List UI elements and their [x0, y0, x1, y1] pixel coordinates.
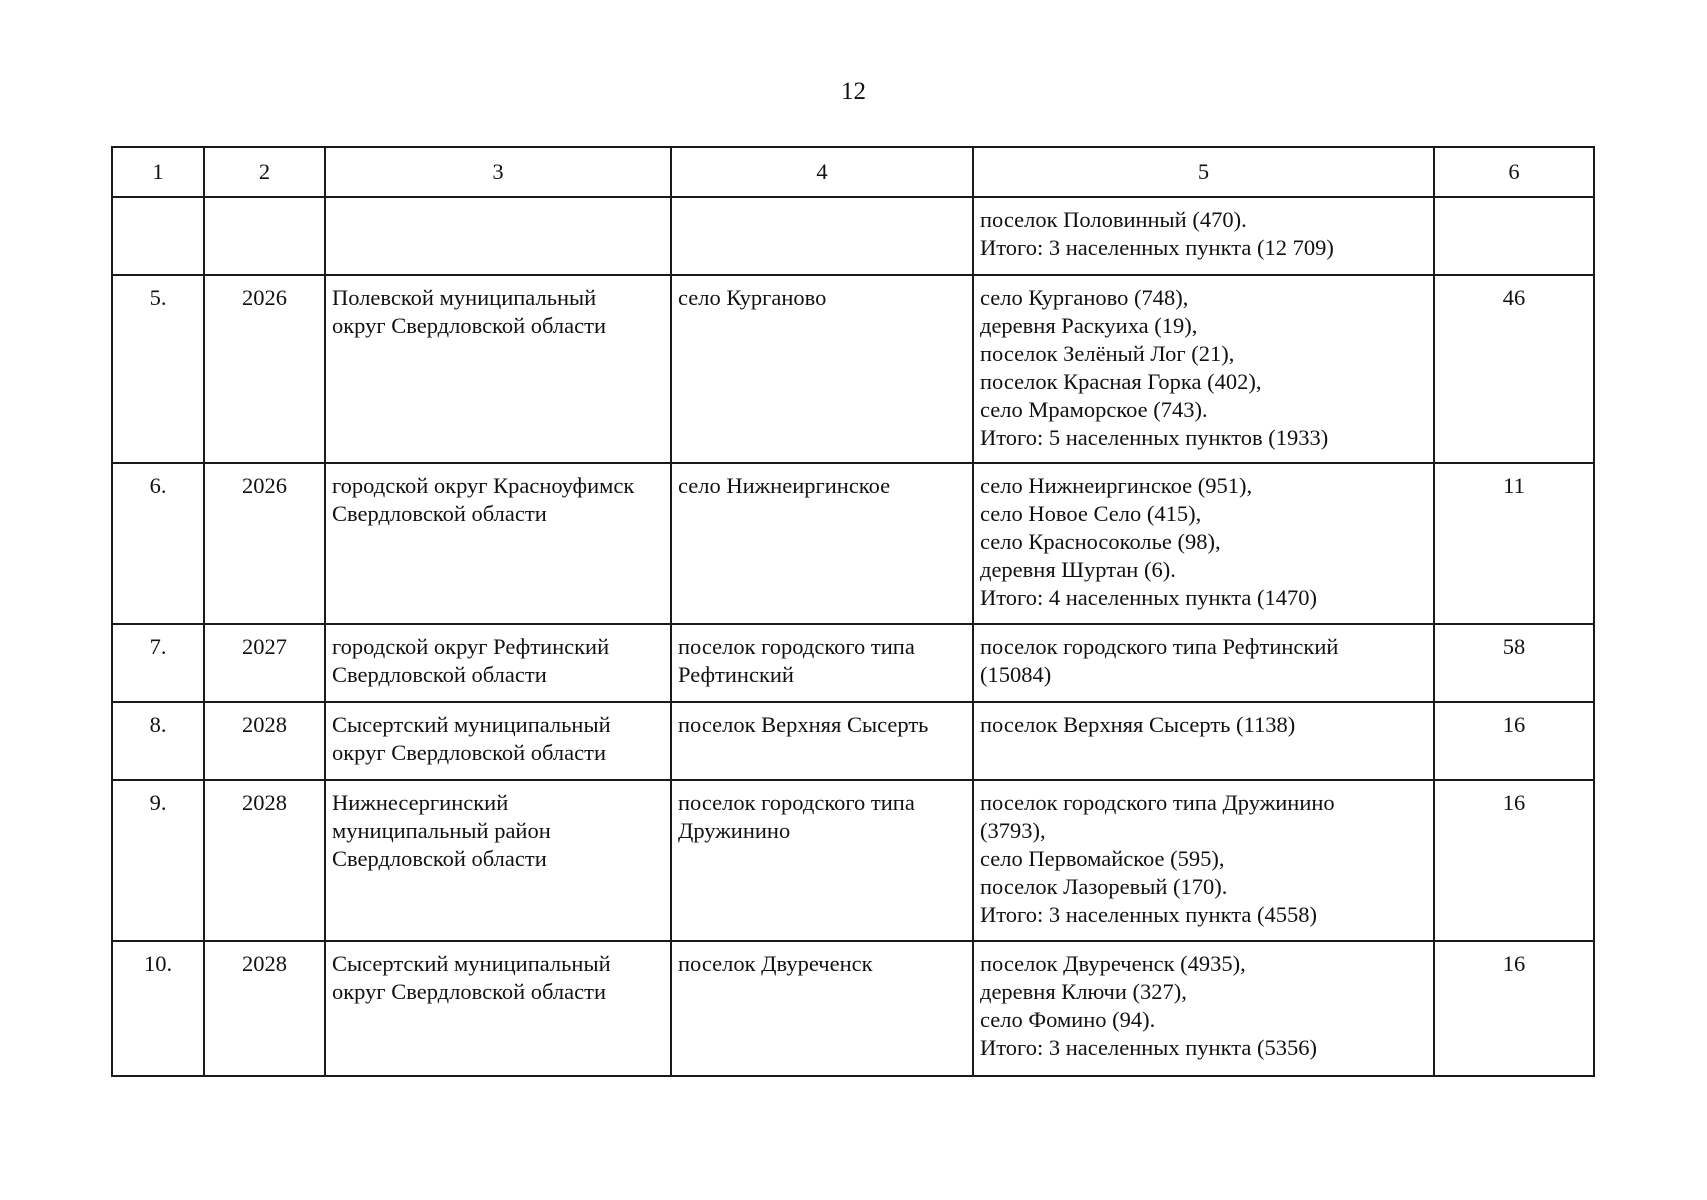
- cell-line: поселок Красная Горка (402),: [980, 369, 1262, 394]
- cell-line: округ Свердловской области: [332, 740, 606, 765]
- cell-col-4: [671, 780, 973, 941]
- cell-col-4: [671, 624, 973, 702]
- cell-line: деревня Шуртан (6).: [980, 557, 1176, 582]
- settlements-table: [111, 146, 1595, 1077]
- table-row: [112, 780, 1594, 941]
- cell-line: Нижнесергинский: [332, 790, 509, 815]
- cell-col-2: 2026: [204, 463, 325, 624]
- cell-col-4: [671, 702, 973, 780]
- cell-line: село Мраморское (743).: [980, 397, 1208, 422]
- table-row: [112, 624, 1594, 702]
- cell-col-1: 6.: [112, 463, 204, 624]
- cell-col-6: 16: [1434, 780, 1594, 941]
- cell-col-3: [325, 941, 671, 1076]
- cell-col-5: [973, 624, 1434, 702]
- cell-col-3: [325, 702, 671, 780]
- cell-col-4: [671, 463, 973, 624]
- cell-line: округ Свердловской области: [332, 313, 606, 338]
- cell-line: поселок Зелёный Лог (21),: [980, 341, 1235, 366]
- cell-col-5: [973, 941, 1434, 1076]
- cell-line: Итого: 4 населенных пункта (1470): [980, 585, 1317, 610]
- table-row: [112, 463, 1594, 624]
- cell-col-5: [973, 702, 1434, 780]
- cell-col-5: [973, 197, 1434, 275]
- cell-line: Сысертский муниципальный: [332, 712, 611, 737]
- cell-line: городской округ Рефтинский: [332, 634, 610, 659]
- cell-line: Дружинино: [678, 818, 791, 843]
- cell-line: муниципальный район: [332, 818, 551, 843]
- cell-col-5: [973, 463, 1434, 624]
- cell-line: поселок городского типа Рефтинский: [980, 634, 1339, 659]
- header-row: [112, 147, 1594, 197]
- cell-line: село Курганово: [678, 285, 827, 310]
- cell-col-5: [973, 275, 1434, 463]
- cell-line: Итого: 3 населенных пункта (12 709): [980, 235, 1334, 260]
- header-cell-5: 5: [973, 147, 1434, 197]
- table-row: [112, 275, 1594, 463]
- cell-col-1: 7.: [112, 624, 204, 702]
- cell-col-1: [112, 197, 204, 275]
- cell-line: Итого: 3 населенных пункта (4558): [980, 902, 1317, 927]
- cell-line: село Фомино (94).: [980, 1007, 1156, 1032]
- cell-line: Свердловской области: [332, 501, 547, 526]
- cell-line: село Красносоколье (98),: [980, 529, 1221, 554]
- cell-line: село Нижнеиргинское (951),: [980, 473, 1253, 498]
- cell-line: (3793),: [980, 818, 1046, 843]
- cell-line: поселок Верхняя Сысерть: [678, 712, 929, 737]
- cell-line: поселок городского типа: [678, 790, 915, 815]
- table-row: [112, 197, 1594, 275]
- cell-col-3: [325, 780, 671, 941]
- cell-line: округ Свердловской области: [332, 979, 606, 1004]
- cell-line: (15084): [980, 662, 1052, 687]
- cell-line: Итого: 3 населенных пункта (5356): [980, 1035, 1317, 1060]
- cell-line: село Новое Село (415),: [980, 501, 1202, 526]
- cell-col-1: 10.: [112, 941, 204, 1076]
- cell-line: Сысертский муниципальный: [332, 951, 611, 976]
- cell-col-2: 2028: [204, 702, 325, 780]
- cell-line: Рефтинский: [678, 662, 794, 687]
- table-row: [112, 941, 1594, 1076]
- cell-col-4: [671, 941, 973, 1076]
- cell-col-2: 2028: [204, 780, 325, 941]
- cell-col-3: [325, 275, 671, 463]
- cell-col-3: [325, 197, 671, 275]
- cell-line: деревня Раскуиха (19),: [980, 313, 1198, 338]
- cell-col-1: 5.: [112, 275, 204, 463]
- cell-line: село Нижнеиргинское: [678, 473, 891, 498]
- cell-line: село Курганово (748),: [980, 285, 1189, 310]
- cell-line: поселок Двуреченск: [678, 951, 873, 976]
- page-number: 12: [841, 78, 866, 105]
- header-cell-6: 6: [1434, 147, 1594, 197]
- cell-col-4: [671, 275, 973, 463]
- cell-col-2: 2027: [204, 624, 325, 702]
- cell-col-6: 46: [1434, 275, 1594, 463]
- cell-col-3: [325, 463, 671, 624]
- cell-col-4: [671, 197, 973, 275]
- header-cell-2: 2: [204, 147, 325, 197]
- cell-line: Полевской муниципальный: [332, 285, 597, 310]
- header-cell-4: 4: [671, 147, 973, 197]
- cell-line: поселок Половинный (470).: [980, 207, 1247, 232]
- cell-col-6: [1434, 197, 1594, 275]
- cell-line: деревня Ключи (327),: [980, 979, 1187, 1004]
- cell-line: Итого: 5 населенных пунктов (1933): [980, 425, 1329, 450]
- cell-col-2: 2026: [204, 275, 325, 463]
- cell-col-2: 2028: [204, 941, 325, 1076]
- cell-col-6: 58: [1434, 624, 1594, 702]
- cell-col-5: [973, 780, 1434, 941]
- cell-line: поселок городского типа Дружинино: [980, 790, 1335, 815]
- header-cell-1: 1: [112, 147, 204, 197]
- cell-col-1: 9.: [112, 780, 204, 941]
- header-cell-3: 3: [325, 147, 671, 197]
- cell-line: село Первомайское (595),: [980, 846, 1225, 871]
- cell-line: Свердловской области: [332, 662, 547, 687]
- cell-line: поселок Двуреченск (4935),: [980, 951, 1246, 976]
- cell-col-2: [204, 197, 325, 275]
- cell-line: поселок городского типа: [678, 634, 915, 659]
- cell-line: поселок Верхняя Сысерть (1138): [980, 712, 1296, 737]
- cell-col-3: [325, 624, 671, 702]
- cell-line: Свердловской области: [332, 846, 547, 871]
- cell-line: городской округ Красноуфимск: [332, 473, 635, 498]
- cell-col-1: 8.: [112, 702, 204, 780]
- cell-line: поселок Лазоревый (170).: [980, 874, 1228, 899]
- table-row: [112, 702, 1594, 780]
- cell-col-6: 16: [1434, 941, 1594, 1076]
- cell-col-6: 16: [1434, 702, 1594, 780]
- cell-col-6: 11: [1434, 463, 1594, 624]
